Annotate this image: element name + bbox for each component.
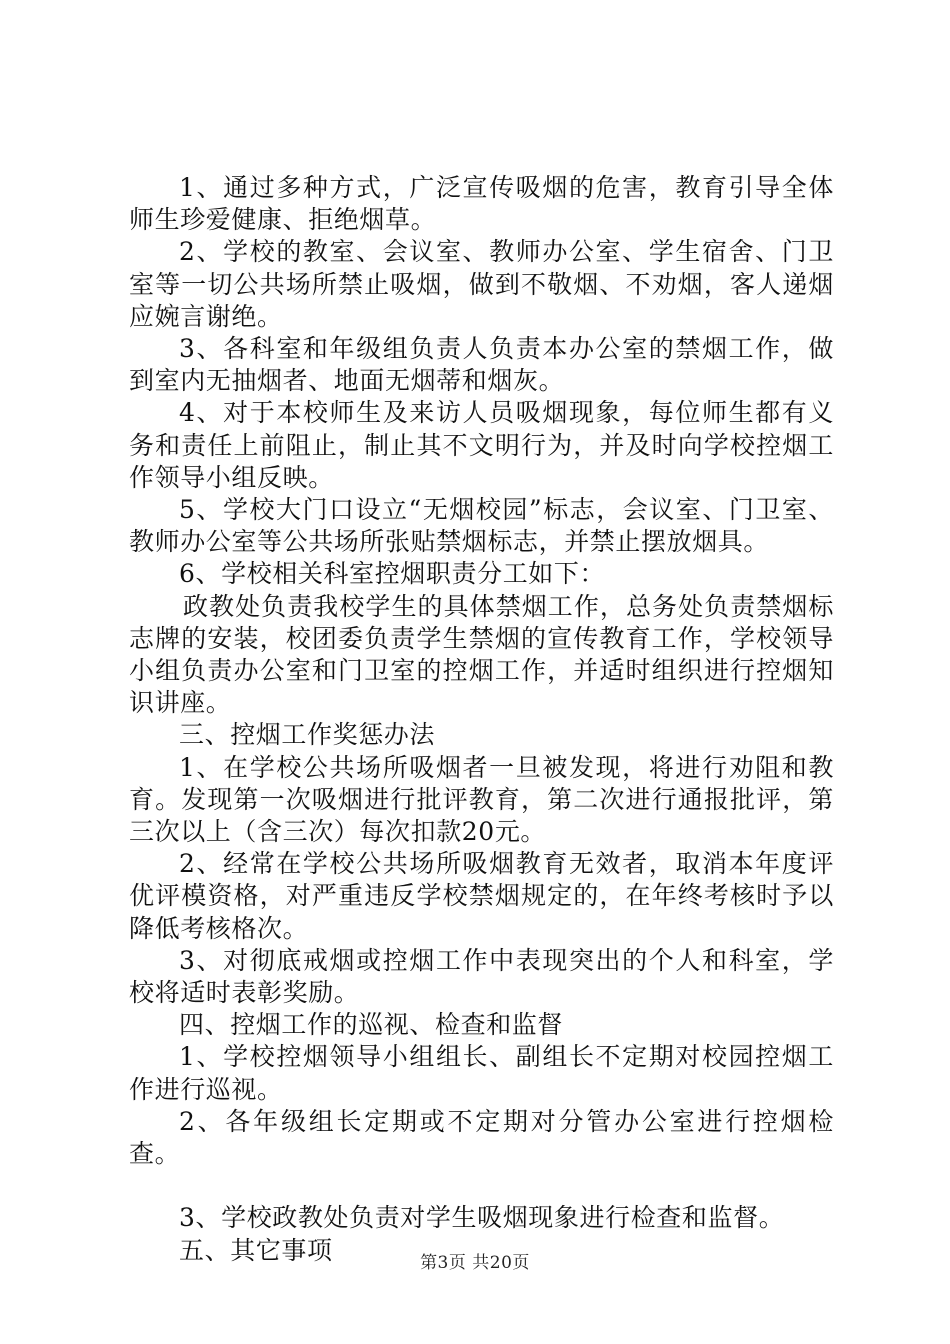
paragraph-division-of-duties: 6、学校相关科室控烟职责分工如下： [179, 559, 606, 589]
paragraph-inspection-students: 3、学校政教处负责对学生吸烟现象进行检查和监督。 [179, 1203, 785, 1233]
paragraph-reward: 3、对彻底戒烟或控烟工作中表现突出的个人和科室，学校将适时表彰奖励。 [129, 945, 834, 1008]
paragraph-promote-awareness: 1、通过多种方式，广泛宣传吸烟的危害，教育引导全体师生珍爱健康、拒绝烟草。 [129, 173, 834, 235]
paragraph-penalty-first: 1、在学校公共场所吸烟者一旦被发现，将进行劝阻和教育。发现第一次吸烟进行批评教育，第二次进行通报批评，第三次以上（含三次）每次扣款20元。 [129, 752, 834, 847]
paragraph-signage: 5、学校大门口设立“无烟校园”标志，会议室、门卫室、教师办公室等公共场所张贴禁烟标志，并禁止摆放烟具。 [129, 495, 834, 557]
paragraph-penalty-repeat: 2、经常在学校公共场所吸烟教育无效者，取消本年度评优评模资格，对严重违反学校禁烟规定的，在年终考核时予以降低考核格次。 [129, 849, 834, 943]
paragraph-inspection-grade-leaders: 2、各年级组长定期或不定期对分管办公室进行控烟检查。 [129, 1106, 834, 1169]
document-body [129, 172, 834, 1267]
section-heading-inspection: 四、控烟工作的巡视、检查和监督 [179, 1010, 564, 1040]
paragraph-no-smoking-areas: 2、学校的教室、会议室、教师办公室、学生宿舍、门卫室等一切公共场所禁止吸烟，做到不敬烟、不劝烟，客人递烟应婉言谢绝。 [129, 237, 834, 331]
section-heading-other-matters: 五、其它事项 [179, 1235, 333, 1265]
paragraph-stop-smoking-duty: 4、对于本校师生及来访人员吸烟现象，每位师生都有义务和责任上前阻止，制止其不文明行为，并及时向学校控烟工作领导小组反映。 [129, 398, 834, 492]
page-number-footer: 第3页 共20页 [420, 1253, 530, 1273]
paragraph-office-responsibility: 3、各科室和年级组负责人负责本办公室的禁烟工作，做到室内无抽烟者、地面无烟蒂和烟灰。 [129, 334, 834, 396]
section-heading-rewards-penalties: 三、控烟工作奖惩办法 [179, 720, 436, 750]
paragraph-department-roles: 政教处负责我校学生的具体禁烟工作，总务处负责禁烟标志牌的安装，校团委负责学生禁烟的宣传教育工作，学校领导小组负责办公室和门卫室的控烟工作，并适时组织进行控烟知识讲座。 [129, 591, 834, 718]
paragraph-inspection-patrol: 1、学校控烟领导小组组长、副组长不定期对校园控烟工作进行巡视。 [129, 1042, 834, 1104]
